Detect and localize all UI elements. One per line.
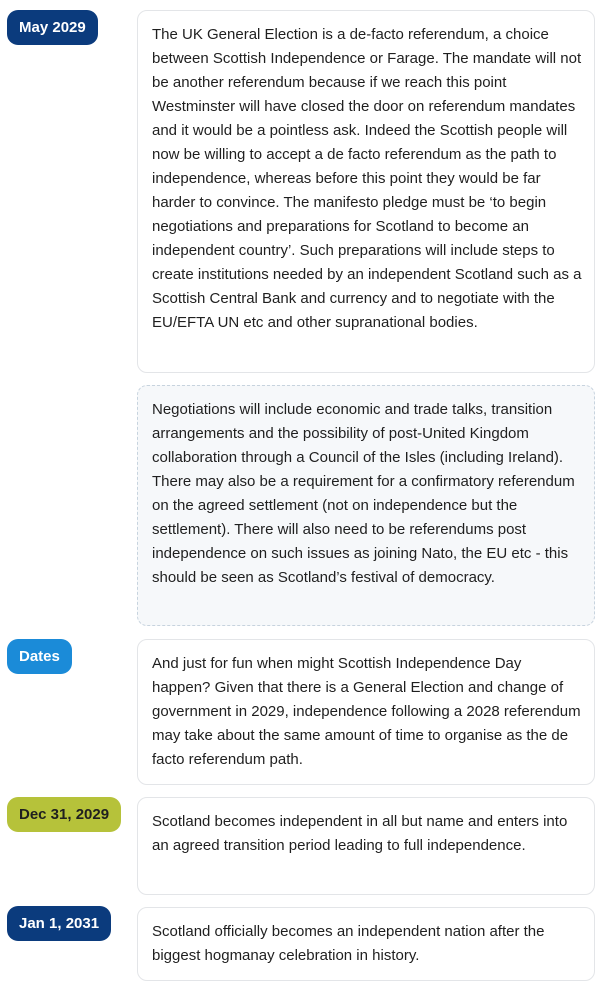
timeline-entry-continuation-card <box>137 385 595 626</box>
timeline-entry-card <box>137 907 595 981</box>
date-badge-may-2029: May 2029 <box>7 10 98 45</box>
timeline-entry-card <box>137 10 595 373</box>
entry-text: The UK General Election is a de-facto referendum, a choice between Scottish Independence or Farage. The mandate will not be another referendum because if we reach this point Westminster will have closed the door on referendum mandates and it would be a pointless ask. Indeed the Scottish people will now be willing to accept a de facto referendum as the path to independence, whereas before this point they would be far harder to convince. The manifesto pledge must be ‘to begin negotiations and preparations for Scotland to become an independent country’. Such preparations will include steps to create institutions needed by an independent Scotland such as a Scottish Central Bank and currency and to negotiate with the EU/EFTA UN etc and other supranational bodies. <box>152 26 582 331</box>
entry-text: And just for fun when might Scottish Independence Day happen? Given that there is a General Election and change of government in 2029, independence following a 2028 referendum may take about the same amount of time to organise as the de facto referendum path. <box>152 655 581 768</box>
date-badge-dates: Dates <box>7 639 72 674</box>
entry-text: Scotland becomes independent in all but name and enters into an agreed transition period leading to full independence. <box>152 813 568 854</box>
timeline-entry-card <box>137 797 595 895</box>
timeline-entry-card <box>137 639 595 785</box>
date-badge-dec-31-2029: Dec 31, 2029 <box>7 797 121 832</box>
entry-text: Negotiations will include economic and trade talks, transition arrangements and the possibility of post-United Kingdom collaboration through a Council of the Isles (including Ireland). There may also be a requirement for a confirmatory referendum on the agreed settlement (not on independence but the settlement). There will also need to be referendums post independence on such issues as joining Nato, the EU etc - this should be seen as Scotland’s festival of democracy. <box>152 401 575 586</box>
entry-text: Scotland officially becomes an independent nation after the biggest hogmanay celebration in history. <box>152 923 545 964</box>
date-badge-jan-1-2031: Jan 1, 2031 <box>7 906 111 941</box>
